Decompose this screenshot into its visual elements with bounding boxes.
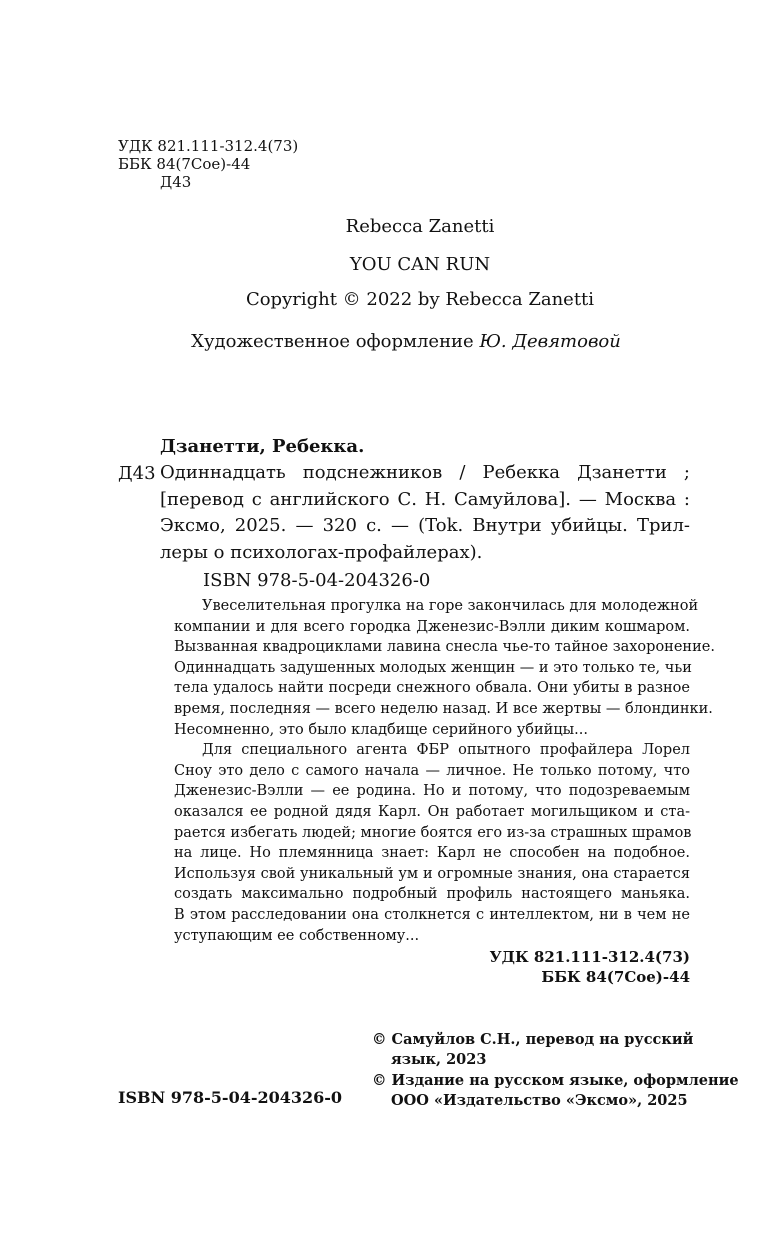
annotation-line: В этом расследовании она столкнется с интеллектом, ни в чем не — [174, 906, 690, 923]
translation-copyright-line: язык, 2023 — [391, 1051, 487, 1068]
annotation-line: Для специального агента ФБР опытного профайлера Лорел — [202, 742, 690, 759]
design-credit — [22, 331, 768, 353]
card-isbn: ISBN 978-5-04-204326-0 — [203, 570, 431, 591]
isbn-bottom: ISBN 978-5-04-204326-0 — [118, 1088, 343, 1107]
edition-copyright-line: ООО «Издательство «Эксмо», 2025 — [391, 1092, 688, 1109]
annotation-line: создать максимально подробный профиль настоящего маньяка. — [174, 886, 690, 903]
edition-copyright-line: © Издание на русском языке, оформление — [372, 1072, 739, 1089]
card-line: [перевод с английского С. Н. Самуйлова]. — Москва : — [160, 488, 690, 510]
original-author: Rebecca Zanetti — [345, 216, 495, 237]
original-title: YOU CAN RUN — [349, 254, 491, 275]
bbk-code-bottom: ББК 84(7Сое)-44 — [541, 968, 690, 986]
annotation-line: Вызванная квадроциклами лавина снесла чье-то тайное захоронение. — [174, 639, 715, 656]
annotation-text — [174, 596, 715, 946]
design-credit-name: Ю. Девятовой — [479, 331, 621, 352]
annotation-line: Используя свой уникальный ум и огромные знания, она старается — [174, 865, 690, 882]
bbk-code-top: ББК 84(7Сое)-44 — [118, 155, 251, 173]
annotation-line: Дженезис-Вэлли — ее родина. Но и потому, что подозреваемым — [174, 783, 690, 800]
card-line: Эксмо, 2025. — 320 с. — (Tok. Внутри убийцы. Трил- — [160, 515, 690, 536]
annotation-line: оказался ее родной дядя Карл. Он работает могильщиком и ста- — [174, 803, 690, 820]
card-description — [160, 460, 690, 566]
original-copyright: Copyright © 2022 by Rebecca Zanetti — [245, 289, 595, 310]
annotation-line: Одиннадцать задушенных молодых женщин — и это только те, чьи — [174, 659, 692, 676]
annotation-line: компании и для всего городка Дженезис-Вэлли диким кошмаром. — [174, 618, 690, 635]
annotation-line: Сноу это дело с самого начала — личное. Не только потому, что — [174, 762, 690, 779]
card-author-mark: Д43 — [118, 463, 156, 484]
annotation-line: уступающим ее собственному... — [174, 927, 420, 944]
card-line: леры о психологах-профайлерах). — [160, 541, 483, 563]
annotation-line: на лице. Но племянница знает: Карл не способен на подобное. — [174, 845, 690, 862]
annotation-line: время, последняя — всего неделю назад. И все жертвы — блондинки. — [174, 700, 713, 717]
annotation-line: Несомненно, это было кладбище серийного убийцы... — [174, 721, 589, 738]
udk-code-bottom: УДК 821.111-312.4(73) — [489, 948, 690, 966]
annotation-line: рается избегать людей; многие боятся его из-за страшных шрамов — [174, 824, 692, 841]
card-author-heading: Дзанетти, Ребекка. — [160, 436, 365, 457]
translation-copyright-line: © Самуйлов С.Н., перевод на русский — [372, 1031, 694, 1048]
card-line: Одиннадцать подснежников / Ребекка Дзанетти ; — [160, 462, 690, 483]
design-credit-label: Художественное оформление — [191, 331, 480, 352]
annotation-line: тела удалось найти посреди снежного обвала. Они убиты в разное — [174, 680, 690, 697]
annotation-line: Увеселительная прогулка на горе закончилась для молодежной — [202, 598, 699, 614]
author-mark-top: Д43 — [160, 173, 192, 191]
udk-code-top: УДК 821.111-312.4(73) — [118, 137, 299, 155]
